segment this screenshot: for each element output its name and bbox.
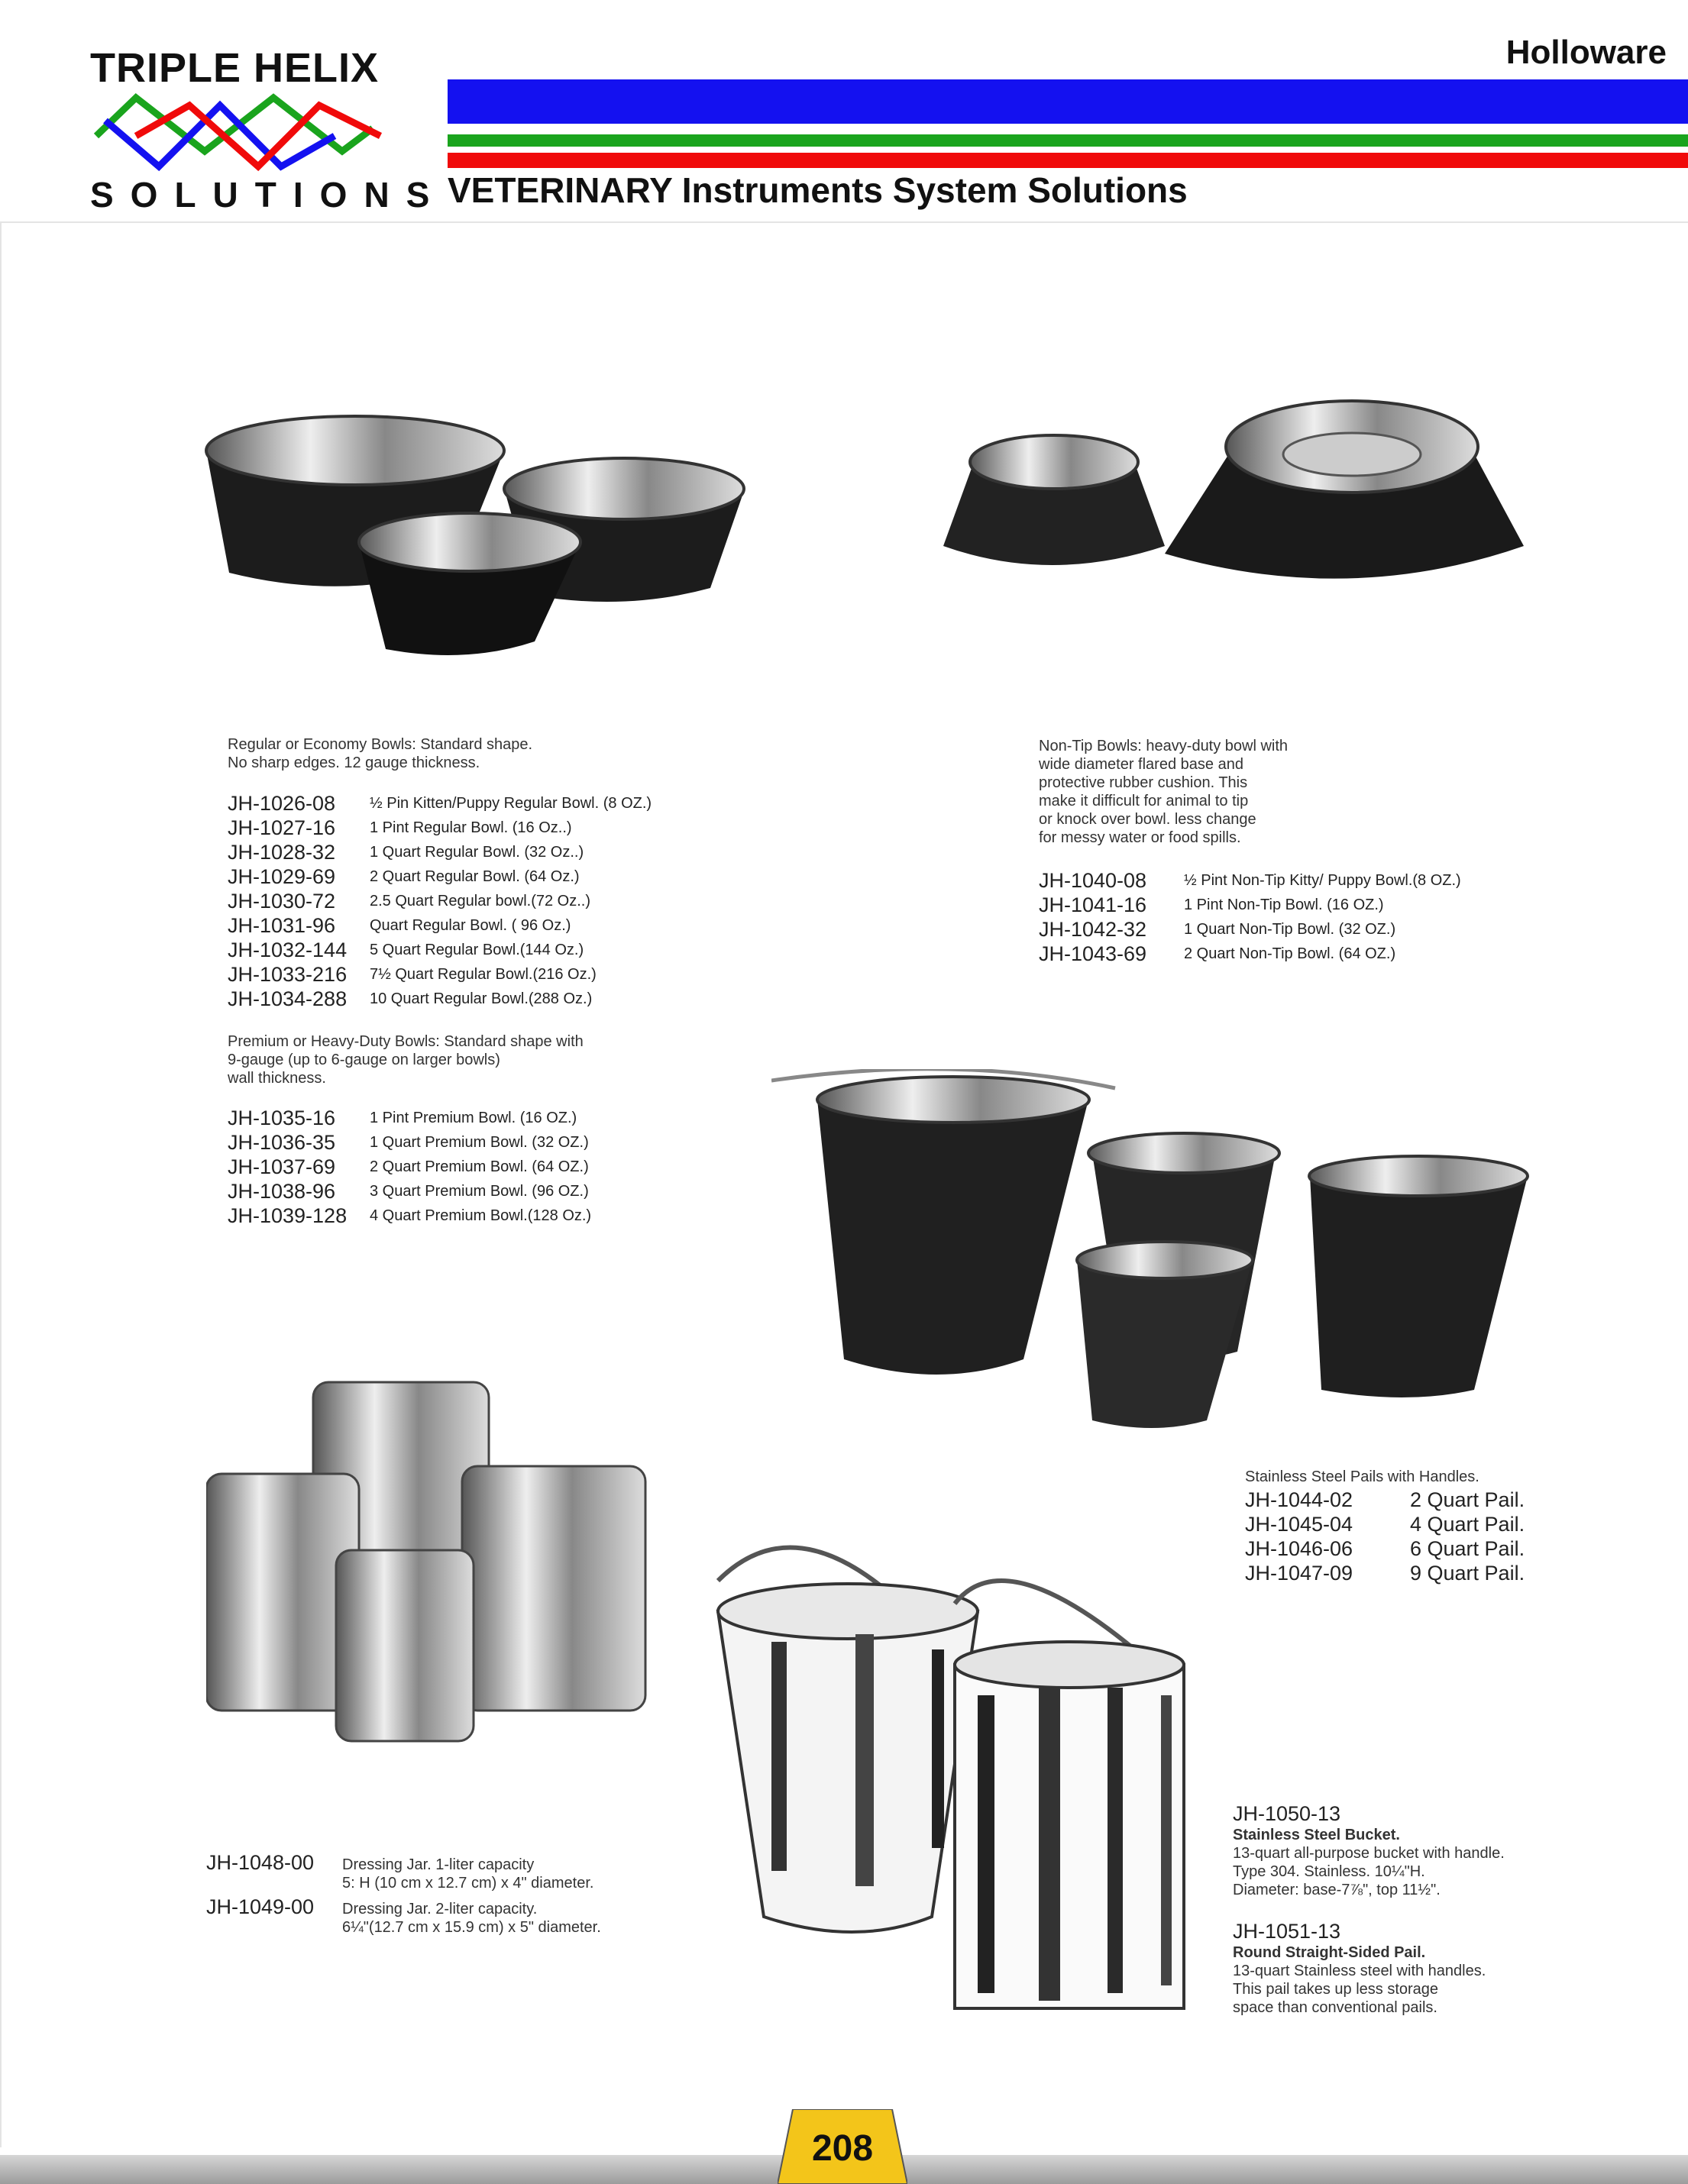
regular-bowls-description: Regular or Economy Bowls: Standard shape. No sharp edges. 12 gauge thickness. <box>228 736 533 771</box>
bucket-info: JH-1050-13 Stainless Steel Bucket. 13-quart all-purpose bucket with handle. Type 304. Stainless. 10¼"H. Diameter: base-7⅞", top 11½". <box>1233 1802 1505 1898</box>
list-item: JH-1029-69 2 Quart Regular Bowl. (64 Oz.) <box>228 864 580 888</box>
helix-logo-icon <box>90 90 388 174</box>
list-item: JH-1047-09 9 Quart Pail. <box>1245 1561 1525 1585</box>
round-pail-info: JH-1051-13 Round Straight-Sided Pail. 13-quart Stainless steel with handles. This pail takes up less storage space than conventional pails. <box>1233 1920 1486 2016</box>
list-item: JH-1033-216 7½ Quart Regular Bowl.(216 Oz.) <box>228 962 597 986</box>
non-tip-bowls-description: Non-Tip Bowls: heavy-duty bowl with wide diameter flared base and protective rubber cushion. This make it difficult for animal to tip or knock over bowl. less change for messy water or food spills. <box>1039 738 1289 846</box>
list-item: JH-1042-32 1 Quart Non-Tip Bowl. (32 OZ.) <box>1039 917 1396 941</box>
header-green-stripe <box>448 134 1688 147</box>
header-blue-stripe <box>448 79 1688 124</box>
section-title: Holloware <box>1505 34 1667 71</box>
brand-subtitle: SOLUTIONS <box>90 175 447 215</box>
list-item: JH-1038-96 3 Quart Premium Bowl. (96 OZ.) <box>228 1179 589 1203</box>
list-item: JH-1041-16 1 Pint Non-Tip Bowl. (16 OZ.) <box>1039 893 1384 916</box>
non-tip-bowls-image <box>936 393 1531 592</box>
list-item: JH-1035-16 1 Pint Premium Bowl. (16 OZ.) <box>228 1106 577 1129</box>
tagline: VETERINARY Instruments System Solutions <box>448 170 1188 210</box>
list-item: JH-1044-02 2 Quart Pail. <box>1245 1488 1525 1511</box>
pails-image <box>771 1069 1535 1436</box>
dressing-jars-image <box>206 1367 680 1749</box>
header-red-stripe <box>448 153 1688 168</box>
dressing-jar-2: JH-1049-00 Dressing Jar. 2-liter capacity. 6¼"(12.7 cm x 15.9 cm) x 5" diameter. <box>206 1895 601 1936</box>
brand-name: TRIPLE HELIX <box>90 45 380 91</box>
list-item: JH-1027-16 1 Pint Regular Bowl. (16 Oz..) <box>228 816 572 839</box>
list-item: JH-1036-35 1 Quart Premium Bowl. (32 OZ.) <box>228 1130 589 1154</box>
regular-bowls-image <box>199 412 749 664</box>
premium-bowls-list <box>228 1106 591 1228</box>
pails-description: Stainless Steel Pails with Handles. <box>1245 1468 1479 1485</box>
list-item: JH-1028-32 1 Quart Regular Bowl. (32 Oz..) <box>228 840 584 864</box>
list-item: JH-1046-06 6 Quart Pail. <box>1245 1536 1525 1560</box>
list-item: JH-1031-96 Quart Regular Bowl. ( 96 Oz.) <box>228 913 571 937</box>
non-tip-bowls-list <box>1039 868 1461 966</box>
list-item: JH-1030-72 2.5 Quart Regular bowl.(72 Oz..) <box>228 889 591 913</box>
dressing-jar-1: JH-1048-00 Dressing Jar. 1-liter capacity 5: H (10 cm x 12.7 cm) x 4" diameter. <box>206 1851 594 1892</box>
list-item: JH-1040-08 ½ Pint Non-Tip Kitty/ Puppy Bowl.(8 OZ.) <box>1039 868 1461 892</box>
pails-list <box>1245 1488 1525 1585</box>
list-item: JH-1043-69 2 Quart Non-Tip Bowl. (64 OZ.) <box>1039 942 1396 965</box>
regular-bowls-list <box>228 791 652 1011</box>
list-item: JH-1039-128 4 Quart Premium Bowl.(128 Oz.) <box>228 1203 592 1227</box>
page-number: 208 <box>811 2128 874 2169</box>
buckets-image <box>703 1520 1222 2031</box>
list-item: JH-1034-288 10 Quart Regular Bowl.(288 Oz.) <box>228 987 593 1010</box>
list-item: JH-1032-144 5 Quart Regular Bowl.(144 Oz.) <box>228 938 584 961</box>
list-item: JH-1026-08 ½ Pin Kitten/Puppy Regular Bowl. (8 OZ.) <box>228 791 652 815</box>
list-item: JH-1037-69 2 Quart Premium Bowl. (64 OZ.) <box>228 1155 589 1178</box>
premium-bowls-description: Premium or Heavy-Duty Bowls: Standard shape with 9-gauge (up to 6-gauge on larger bowls) wall thickness. <box>228 1033 584 1087</box>
list-item: JH-1045-04 4 Quart Pail. <box>1245 1512 1525 1536</box>
